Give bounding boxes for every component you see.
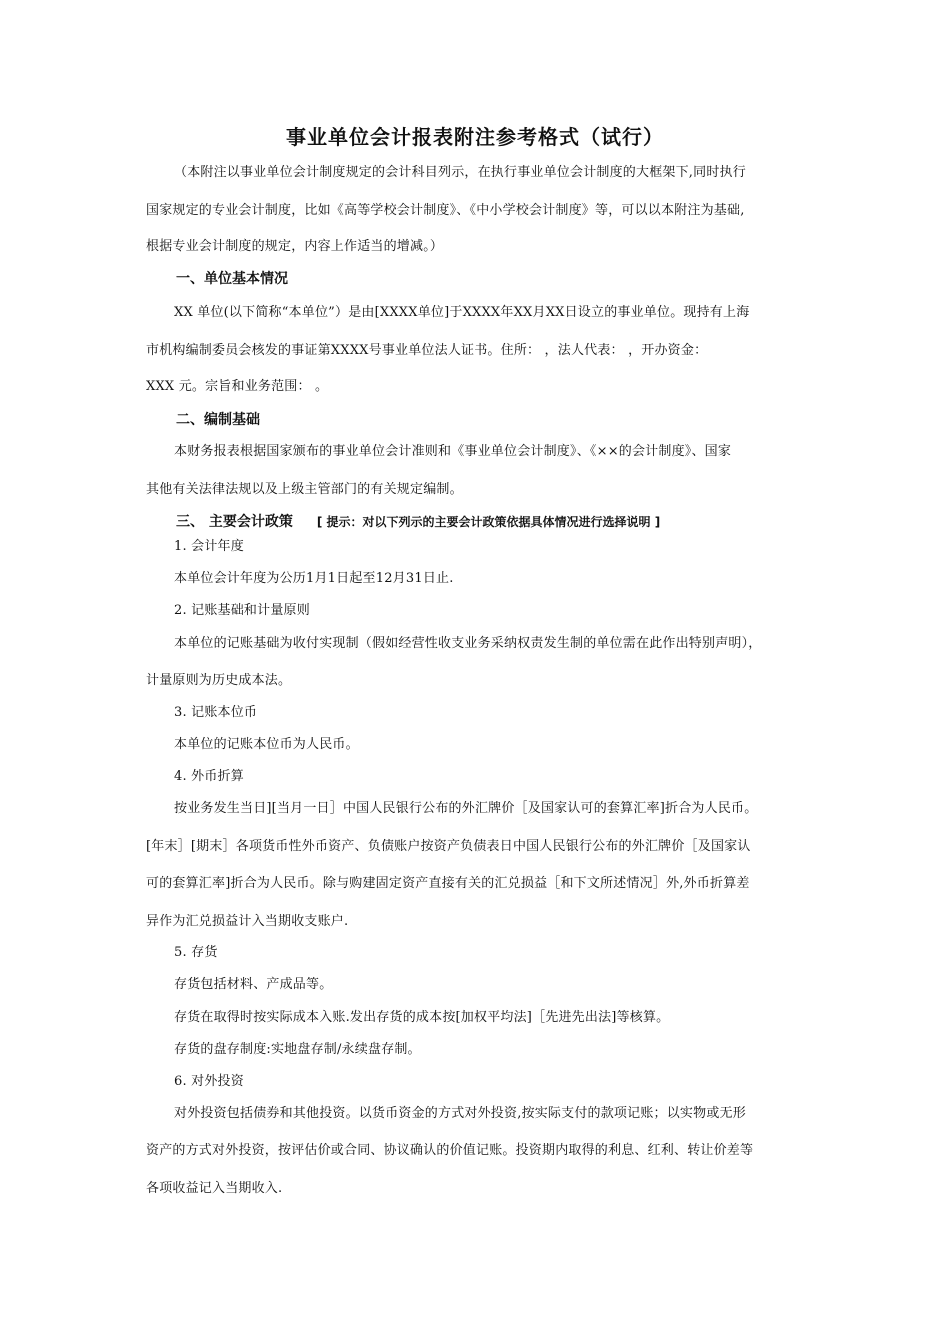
section-heading-policies (176, 512, 660, 532)
paragraph-line: XX 单位(以下简称“本单位”）是由[XXXX单位]于XXXX年XX月XX日设立的事业单位。现持有上海 (174, 305, 750, 320)
paragraph-line: 计量原则为历史成本法。 (146, 673, 292, 688)
section-heading-basic-info: 一、单位基本情况 (176, 271, 288, 287)
item-label: 1. 会计年度 (174, 539, 244, 554)
intro-line: 根据专业会计制度的规定，内容上作适当的增减。） (146, 239, 444, 254)
section-heading-basis: 二、编制基础 (176, 412, 260, 428)
intro-line: （本附注以事业单位会计制度规定的会计科目列示，在执行事业单位会计制度的大框架下,同时执行 (174, 165, 746, 180)
paragraph-line: 资产的方式对外投资，按评估价或合同、协议确认的价值记账。投资期内取得的利息、红利、转让价差等 (146, 1143, 754, 1158)
item-label: 2. 记账基础和计量原则 (174, 603, 310, 618)
paragraph-line: 按业务发生当日][当月一日］中国人民银行公布的外汇牌价［及国家认可的套算汇率]折合为人民币。 (174, 801, 758, 816)
intro-line: 国家规定的专业会计制度，比如《高等学校会计制度》、《中小学校会计制度》等，可以以本附注为基础, (146, 203, 745, 218)
paragraph-line: 存货的盘存制度:实地盘存制/永续盘存制。 (174, 1042, 421, 1057)
paragraph-line: 本财务报表根据国家颁布的事业单位会计准则和《事业单位会计制度》、《××的会计制度》、国家 (174, 444, 732, 459)
paragraph-line: 其他有关法律法规以及上级主管部门的有关规定编制。 (146, 482, 463, 497)
paragraph-line: 异作为汇兑损益计入当期收支账户. (146, 914, 349, 929)
paragraph-line: 可的套算汇率]折合为人民币。除与购建固定资产直接有关的汇兑损益［和下文所述情况］外,外币折算差 (146, 876, 750, 891)
paragraph-line: 本单位会计年度为公历1月1日起至12月31日止. (174, 571, 454, 586)
item-label: 4. 外币折算 (174, 769, 244, 784)
paragraph-line: 本单位的记账本位币为人民币。 (174, 737, 359, 752)
paragraph-line: 存货在取得时按实际成本入账.发出存货的成本按[加权平均法]［先进先出法]等核算。 (174, 1010, 670, 1025)
policy-tip: [ 提示：对以下列示的主要会计政策依据具体情况进行选择说明 ] (316, 515, 661, 529)
paragraph-line: [年末］[期末］各项货币性外币资产、负债账户按资产负债表日中国人民银行公布的外汇牌价［及国家认 (146, 839, 751, 854)
item-label: 5. 存货 (174, 945, 218, 960)
paragraph-line: 本单位的记账基础为收付实现制（假如经营性收支业务采纳权责发生制的单位需在此作出特别声明）， (174, 636, 762, 651)
section-heading-label: 三、 主要会计政策 (176, 514, 293, 530)
paragraph-line: 存货包括材料、产成品等。 (174, 977, 333, 992)
document-title: 事业单位会计报表附注参考格式（试行） (286, 125, 664, 149)
item-label: 6. 对外投资 (174, 1074, 244, 1089)
paragraph-line: 市机构编制委员会核发的事证第XXXX号事业单位法人证书。住所： ，法人代表： ，开办资金： (146, 343, 708, 358)
paragraph-line: 对外投资包括债券和其他投资。以货币资金的方式对外投资,按实际支付的款项记账；以实物或无形 (174, 1106, 746, 1121)
paragraph-line: XXX 元。宗旨和业务范围： 。 (146, 379, 329, 394)
item-label: 3. 记账本位币 (174, 705, 258, 720)
paragraph-line: 各项收益记入当期收入. (146, 1181, 283, 1196)
